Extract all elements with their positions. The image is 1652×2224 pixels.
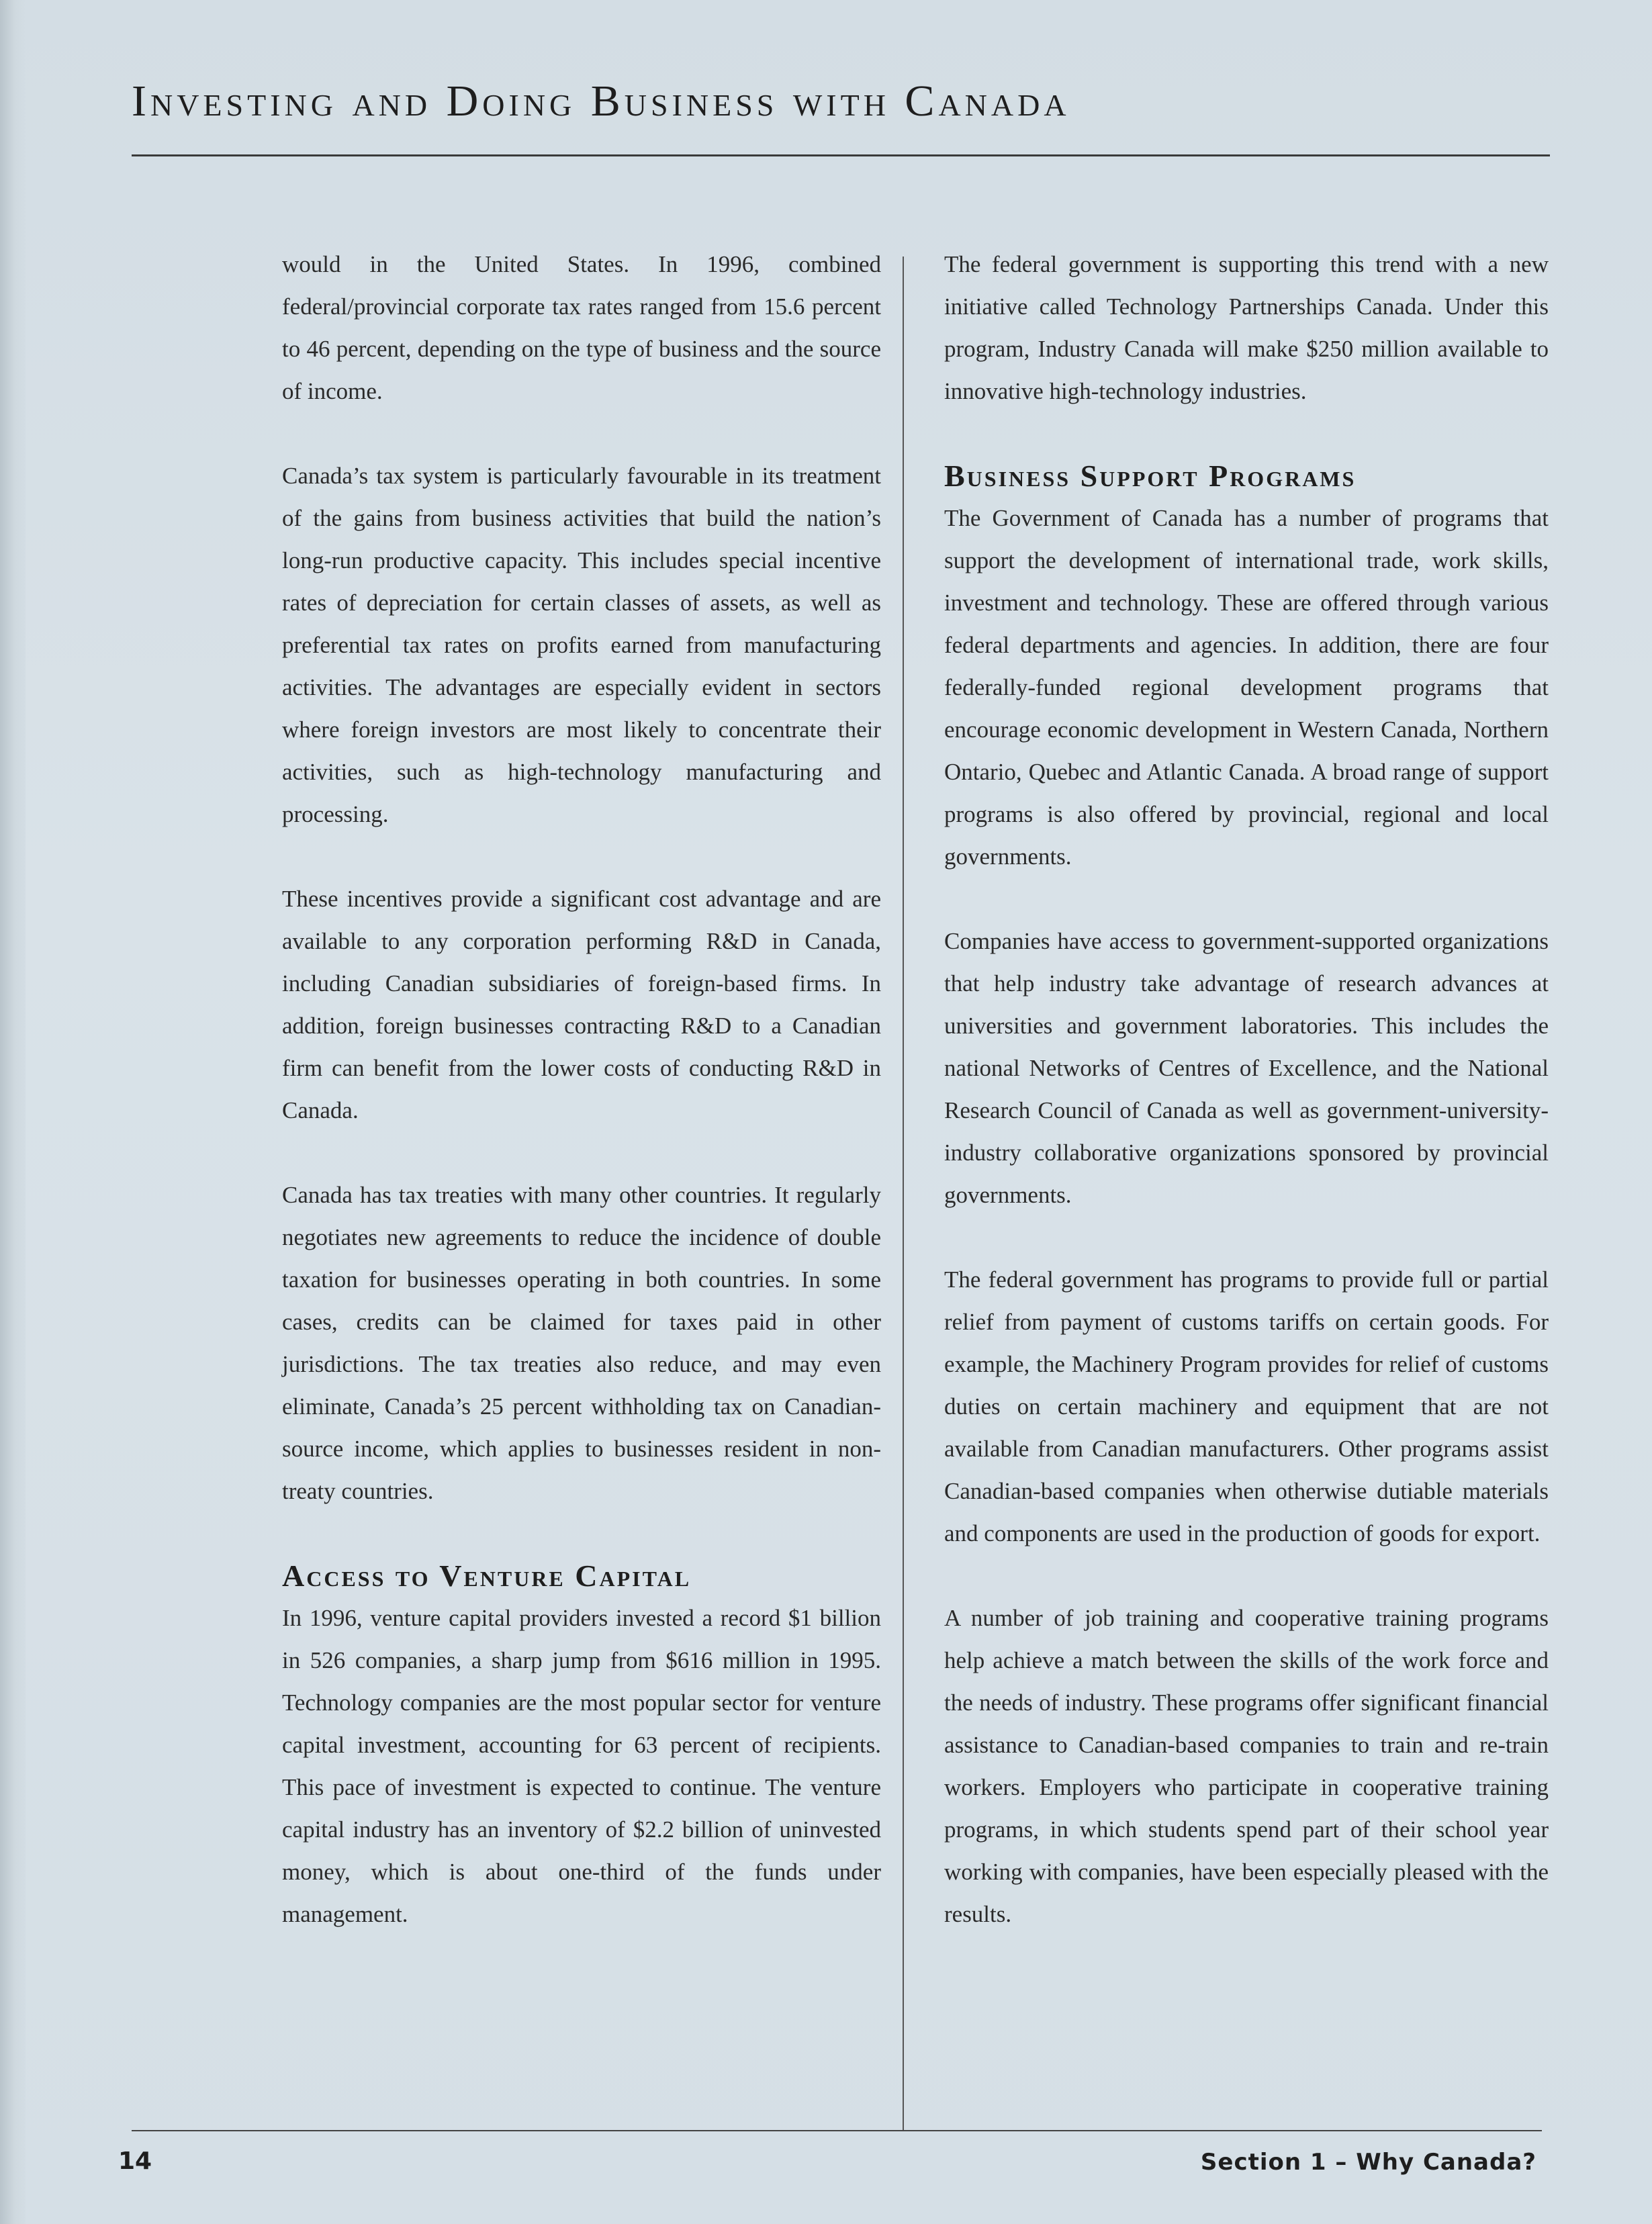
paragraph: Canada has tax treaties with many other countries. It regularly negotiates new agreements to reduce the incidence of double taxation for businesses operating in both countries. In some cases, credits can be claimed for taxes paid in other jurisdictions. The tax treaties also reduce, and may even eliminate, Canada’s 25 percent withholding tax on Canadian-source income, which applies to businesses resident in non-treaty countries. — [282, 1182, 881, 1504]
right-column — [944, 243, 1549, 1978]
page-binding-edge — [0, 0, 26, 2224]
footer-rule — [132, 2130, 1542, 2131]
paragraph: The Government of Canada has a number of programs that support the development of international trade, work skills, investment and technology. These are offered through various federal departments and agencies. In addition, there are four federally-funded regional development programs that encourage economic development in Western Canada, Northern Ontario, Quebec and Atlantic Canada. A broad range of support programs is also offered by provincial, regional and local governments. — [944, 505, 1549, 870]
header-rule — [132, 154, 1550, 156]
paragraph: Canada’s tax system is particularly favourable in its treatment of the gains from business activities that build the nation’s long-run productive capacity. This includes special incentive rates of depreciation for certain classes of assets, as well as preferential tax rates on profits earned from manufacturing activities. The advantages are especially evident in sectors where foreign investors are most likely to concentrate their activities, such as high-technology manufacturing and processing. — [282, 463, 881, 827]
paragraph: The federal government is supporting this trend with a new initiative called Technology Partnerships Canada. Under this program, Industry Canada will make $250 million available to innovative high-technology industries. — [944, 251, 1549, 404]
page-number: 14 — [118, 2147, 152, 2175]
paragraph: would in the United States. In 1996, combined federal/provincial corporate tax rates ranged from 15.6 percent to 46 percent, depending on the type of business and the source of income. — [282, 251, 881, 404]
section-heading-venture-capital: Access to Venture Capital — [282, 1559, 692, 1593]
column-divider — [903, 257, 904, 2130]
paragraph: These incentives provide a significant cost advantage and are available to any corporation performing R&D in Canada, including Canadian subsidiaries of foreign-based firms. In addition, foreign businesses contracting R&D to a Canadian firm can benefit from the lower costs of conducting R&D in Canada. — [282, 886, 881, 1123]
paragraph: A number of job training and cooperative training programs help achieve a match between the skills of the work force and the needs of industry. These programs offer significant financial assistance to Canadian-based companies to train and re-train workers. Employers who participate in cooperative training programs, in which students spend part of their school year working with companies, have been especially pleased with the results. — [944, 1605, 1549, 1927]
footer-section-label: Section 1 – Why Canada? — [1200, 2149, 1536, 2176]
left-column — [282, 243, 881, 1978]
page-header-title: Investing and Doing Business with Canada — [132, 77, 1070, 126]
paragraph: Companies have access to government-supported organizations that help industry take advantage of research advances at universities and government laboratories. This includes the national Networks of Centres of Excellence, and the National Research Council of Canada as well as government-university-industry collaborative organizations sponsored by provincial governments. — [944, 928, 1549, 1208]
paragraph: The federal government has programs to provide full or partial relief from payment of customs tariffs on certain goods. For example, the Machinery Program provides for relief of customs duties on certain machinery and equipment that are not available from Canadian manufacturers. Other programs assist Canadian-based companies when otherwise dutiable materials and components are used in the production of goods for export. — [944, 1266, 1549, 1546]
paragraph: In 1996, venture capital providers invested a record $1 billion in 526 companies, a sharp jump from $616 million in 1995. Technology companies are the most popular sector for venture capital investment, accounting for 63 percent of recipients. This pace of investment is expected to continue. The venture capital industry has an inventory of $2.2 billion of uninvested money, which is about one-third of the funds under management. — [282, 1605, 881, 1927]
section-heading-business-support: Business Support Programs — [944, 459, 1357, 493]
